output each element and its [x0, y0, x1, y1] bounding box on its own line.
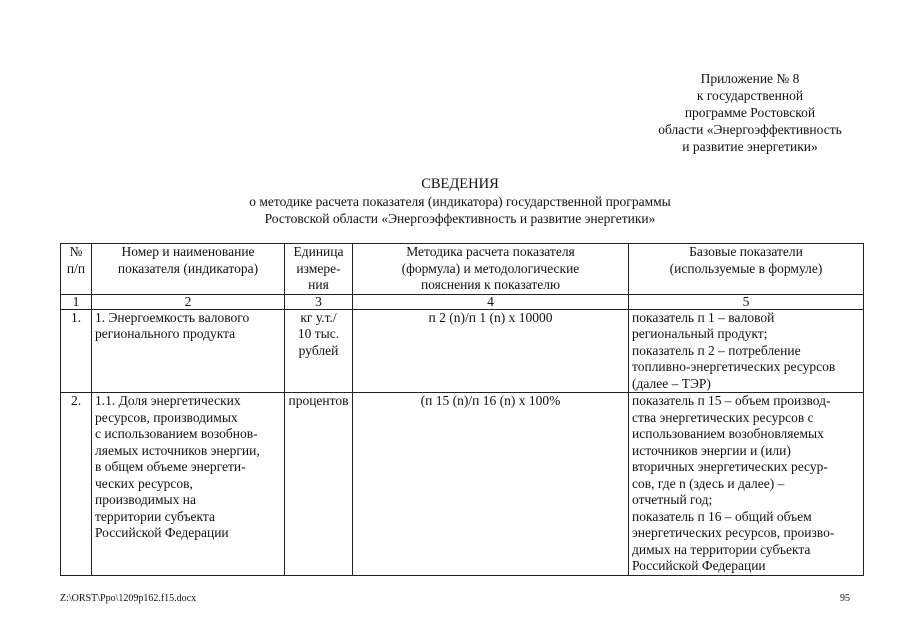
indicator-name: 1.1. Доля энергетических ресурсов, производимых с использованием возобнов- ляемых источников энергии, в общем объеме энергети- ческих ресурсов, производимых на территории субъекта Российской Федерации [92, 393, 285, 576]
col-number: 5 [629, 294, 864, 309]
row-number: 1. [61, 309, 92, 393]
footer-file-path: Z:\ORST\Ppo\1209p162.f15.docx [60, 593, 197, 604]
indicator-unit: кг у.т./ 10 тыс. рублей [285, 309, 353, 393]
col-number: 2 [92, 294, 285, 309]
row-number: 2. [61, 393, 92, 576]
table-header-row [61, 244, 864, 295]
appendix-line: к государственной [696, 88, 804, 103]
header-cell-method: Методика расчета показателя (формула) и методологические пояснения к показателю [353, 244, 629, 295]
table-row [61, 393, 864, 576]
indicator-unit: процентов [285, 393, 353, 576]
appendix-line: программе Ростовской [684, 105, 816, 120]
col-number: 4 [353, 294, 629, 309]
appendix-line: области «Энергоэффективность [658, 122, 842, 137]
page-number: 95 [840, 593, 850, 604]
indicator-name: 1. Энергоемкость валового регионального продукта [92, 309, 285, 393]
appendix-line: и развитие энергетики» [682, 139, 818, 154]
column-number-row [61, 294, 864, 309]
title-heading: СВЕДЕНИЯ [421, 176, 499, 192]
indicator-formula: п 2 (n)/п 1 (n) х 10000 [353, 309, 629, 393]
header-cell-unit: Единица измере- ния [285, 244, 353, 295]
base-indicators: показатель п 1 – валовой региональный продукт; показатель п 2 – потребление топливно-энергетических ресурсов (далее – ТЭР) [629, 309, 864, 393]
header-cell-num: № п/п [61, 244, 92, 295]
base-indicators: показатель п 15 – объем производ- ства энергетических ресурсов с использованием возобновляемых источников энергии и (или) вторичных энергетических ресур- сов, где n (здесь и далее) – отчетный год; показатель п 16 – общий объем энергетических ресурсов, произво- димых на территории субъекта Российской Федерации [629, 393, 864, 576]
title-line-1: о методике расчета показателя (индикатора) государственной программы [249, 194, 671, 209]
col-number: 3 [285, 294, 353, 309]
appendix-header [620, 70, 880, 155]
table-row [61, 309, 864, 393]
appendix-line: Приложение № 8 [700, 71, 800, 86]
title-line-2: Ростовской области «Энергоэффективность и развитие энергетики» [264, 211, 656, 226]
header-cell-base: Базовые показатели (используемые в формуле) [629, 244, 864, 295]
indicator-formula: (п 15 (n)/п 16 (n) х 100% [353, 393, 629, 576]
col-number: 1 [61, 294, 92, 309]
document-title [150, 176, 770, 227]
indicator-table [60, 243, 864, 576]
header-cell-name: Номер и наименование показателя (индикатора) [92, 244, 285, 295]
